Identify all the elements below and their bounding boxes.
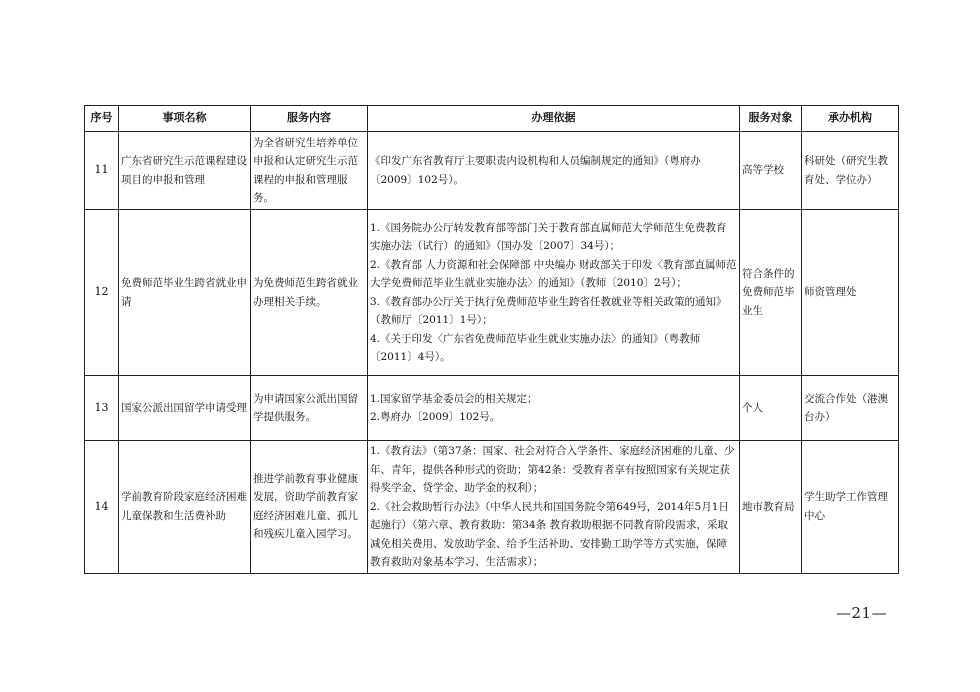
cell-basis [368, 441, 740, 574]
cell-item-name: 国家公派出国留学申请受理 [119, 376, 251, 441]
basis-line: 2.粤府办〔2009〕102号。 [370, 411, 501, 423]
basis-line: 《印发广东省教育厅主要职责内设机构和人员编制规定的通知》（粤府办〔2009〕102号）。 [370, 155, 701, 186]
cell-item-name: 广东省研究生示范课程建设项目的申报和管理 [119, 132, 251, 210]
cell-basis [368, 210, 740, 376]
cell-service-content: 为全省研究生培养单位申报和认定研究生示范课程的申报和管理服务。 [251, 132, 368, 210]
cell-seq: 14 [85, 441, 119, 574]
basis-line: 2.《教育部 人力资源和社会保障部 中央编办 财政部关于印发〈教育部直属师范大学免费师范毕业生就业实施办法〉的通知》（教师〔2010〕2号）； [370, 258, 737, 289]
cell-service-target: 高等学校 [740, 132, 802, 210]
cell-item-name: 学前教育阶段家庭经济困难儿童保教和生活费补助 [119, 441, 251, 574]
cell-agency: 交流合作处（港澳台办） [802, 376, 899, 441]
cell-agency: 科研处（研究生教育处、学位办） [802, 132, 899, 210]
cell-service-content: 为申请国家公派出国留学提供服务。 [251, 376, 368, 441]
table-row [85, 376, 899, 441]
page-number: —21— [836, 604, 888, 622]
basis-line: 3.《教育部办公厅关于执行免费师范毕业生跨省任教就业等相关政策的通知》（教师厅〔2011〕1号）； [370, 295, 727, 326]
cell-agency: 师资管理处 [802, 210, 899, 376]
header-service-content: 服务内容 [251, 106, 368, 132]
basis-line: 1.《国务院办公厅转发教育部等部门关于教育部直属师范大学师范生免费教育实施办法（试行）的通知》（国办发〔2007〕34号）； [370, 221, 727, 252]
cell-service-target: 地市教育局 [740, 441, 802, 574]
cell-seq: 13 [85, 376, 119, 441]
cell-service-target: 个人 [740, 376, 802, 441]
table-row [85, 132, 899, 210]
header-basis: 办理依据 [368, 106, 740, 132]
header-item-name: 事项名称 [119, 106, 251, 132]
header-service-target: 服务对象 [740, 106, 802, 132]
table-row [85, 210, 899, 376]
cell-agency: 学生助学工作管理中心 [802, 441, 899, 574]
cell-item-name: 免费师范毕业生跨省就业申请 [119, 210, 251, 376]
cell-basis [368, 376, 740, 441]
cell-seq: 11 [85, 132, 119, 210]
header-agency: 承办机构 [802, 106, 899, 132]
table-header-row [85, 106, 899, 132]
basis-line: 2.《社会救助暂行办法》（中华人民共和国国务院令第649号，2014年5月1日起施行）（第六章、教育救助：第34条 教育救助根据不同教育阶段需求，采取减免相关费用、发放助学金、给予生活补助、安排勤工助学等方式实施，保障教育救助对象基本学习、生活需求）； [370, 500, 729, 568]
header-seq: 序号 [85, 106, 119, 132]
cell-service-content: 为免费师范生跨省就业办理相关手续。 [251, 210, 368, 376]
cell-service-content: 推进学前教育事业健康发展，资助学前教育家庭经济困难儿童、孤儿和残疾儿童入园学习。 [251, 441, 368, 574]
basis-line: 1.《教育法》（第37条：国家、社会对符合入学条件、家庭经济困难的儿童、少年、青年，提供各种形式的资助；第42条：受教育者享有按照国家有关规定获得奖学金、贷学金、助学金的权利）； [370, 445, 735, 494]
cell-service-target: 符合条件的免费师范毕业生 [740, 210, 802, 376]
cell-basis [368, 132, 740, 210]
table-row [85, 441, 899, 574]
service-items-table [84, 105, 899, 574]
basis-line: 1.国家留学基金委员会的相关规定； [370, 392, 538, 405]
cell-seq: 12 [85, 210, 119, 376]
basis-line: 4.《关于印发〈广东省免费师范毕业生就业实施办法〉的通知》（粤教师〔2011〕4号）。 [370, 332, 701, 363]
